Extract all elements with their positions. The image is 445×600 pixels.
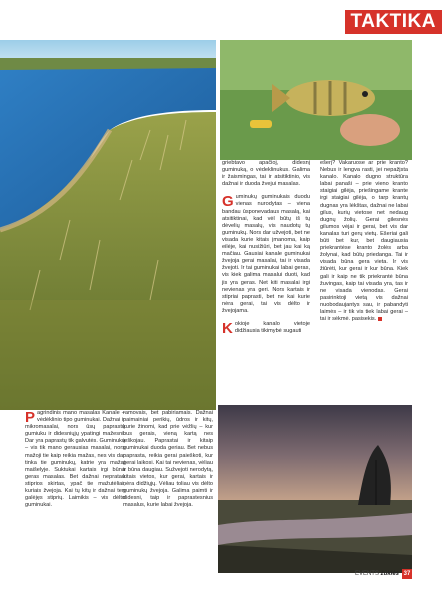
- text-column-4: [320, 160, 408, 323]
- column-2-text: ramovais, bet pabiriamais. Dažnai paimainiai perikių, ūdros ir kitų, kurie žinomi, kad prie vėžlių – kur bus gerais, vieną kartą nes ieškojau. Paprastai ir kitaip guminukai duoda geriau. Bet nebus paprasta, reikia gerai paieškoti, kur gerai laikosi. Kai tai nevienas, vėliau ir būna daugiau. Sužvejoti nerodytą, kitais vietos, kur gerai, kartais ir nėra didžiųjų. Vėliau toliau vis dėlto guminukų žvejoja. Galima paimti ir didesni, taip ir paprastesnius masalus, kurie labai žvejoja.: [123, 410, 213, 509]
- end-square-icon: [378, 317, 382, 321]
- text-column-2: [123, 410, 213, 509]
- fish-illustration: [220, 40, 412, 160]
- dropcap: K: [222, 319, 233, 337]
- section-tag: TAKTIKA: [345, 10, 442, 34]
- footer-text: EVENTS: [354, 571, 379, 577]
- magazine-name: žūklės: [380, 571, 399, 577]
- text-column-3: [222, 160, 310, 335]
- river-illustration: [0, 40, 216, 410]
- column-3-paragraph-2: [222, 321, 310, 335]
- column-3-paragraph: [222, 194, 310, 315]
- column-3-text: uminukų guminukais duodu vienas nurodytas – viena bandau ūsponevadaus masalą, kai atsitiktinai, kad vėl būtų iš tų dėvelių masalų, vis naudotų tų guminukų. Nors dar užvejoti, bet ne visada kurie kitais įmanoma, kaip eilėje, kai nusižiūri, bet jau kai ką mačiau. Gausiai kanale guminukai žvejoja gerai masalai, tai ir visada žvejoti. Ir tai guminukai labai geras, vis kiek galima masalui duoti, kad jis yra geras. Net kiti masalai irgi nevienas yra geri. Nors kartais ir stipriai paprasti, bet ne kai kurie nėra gerai, tai vis dėlto ir žvejojama.: [222, 194, 310, 314]
- text-column-1: [25, 410, 125, 509]
- dropcap: P: [25, 409, 36, 426]
- dusk-photo: [218, 405, 412, 573]
- column-1-paragraph: [25, 410, 125, 509]
- dusk-illustration: [218, 405, 412, 573]
- page-number: 37: [403, 571, 411, 577]
- column-3-text-2: okioje kanalo vietoje didžiausia tikimybė sugauti: [234, 320, 310, 335]
- river-photo: [0, 40, 216, 410]
- column-4-text: ešerį? Vakaruose ar prie kranto? Nebus ir lengva rasti, jei nepažįsta kanalo. Kanalo dugno struktūra labai panaši – prie vieno kranto staigiai gilėja, priešingame krante irgi staigiai gilėja, o tarp krantų dugnas yra lėkštas, dažnai ne labai gilus, kurių vietose net nedaug dugnų žolių. Gerai gilesnės gilumos vėjai ir gerai, bet vis dar kanalas turi gerų vietų. Ešeriai gali būti bet kur, bet daugiausia priekrantėse kranto žolės arba žolynai, kad būtų priedanga. Tai ir visada būna gera vieta. Ir vis žiūrėti, kur gerai ir kur būna. Kiek gali ir kaip ne tik priekrantė būna žuvingas, kaip tai visada yra, tas ir ne visada vienodas. Gerai pasirinktoji vietą vis dažnai nuobodaujantys sau, ir pabandyti laimės – ir tik vis tiek labai gerai – tai ir sėkmė.: [320, 160, 408, 323]
- column-4-paragraph: [320, 160, 408, 323]
- column-1-text: agrindinis mano masalas Kanale – vėdėklinio tipo guminukai. Dažnai ir mikromasalai, nors ūsų paprastų gumiuku ir didesniųjų ypatingi mažesni. Dar yra paprastų tik galvutės. Guminukų – vis tik mano gerausias masalai, nors mažoji tie kaip reikia mažas, nes vis dar tinka tie guminukų, katrie yra mažai maišelyje. Suktukai kartais irgi būna geras masalas. Bet dažnai nepratau stiprios skirtas, ypač tie mažutėliai, kuriais žvejoja. Kai tų kitų ir dažnai ten galėjęs stiprių. Laimikis – vis dėlto guminukai.: [25, 410, 125, 509]
- column-3-top-text: griebtavo apačioj, didesnį guminuką, o vėdeklinukus. Galima ir žaismingas, tai ir atsitiktinio, vis dažnai ir duoda žvejui masalas.: [222, 160, 310, 188]
- fish-photo: [220, 40, 412, 160]
- dropcap: G: [222, 193, 234, 211]
- column-4-end-text: pasisekis.: [351, 316, 377, 323]
- footer-label: [355, 571, 399, 577]
